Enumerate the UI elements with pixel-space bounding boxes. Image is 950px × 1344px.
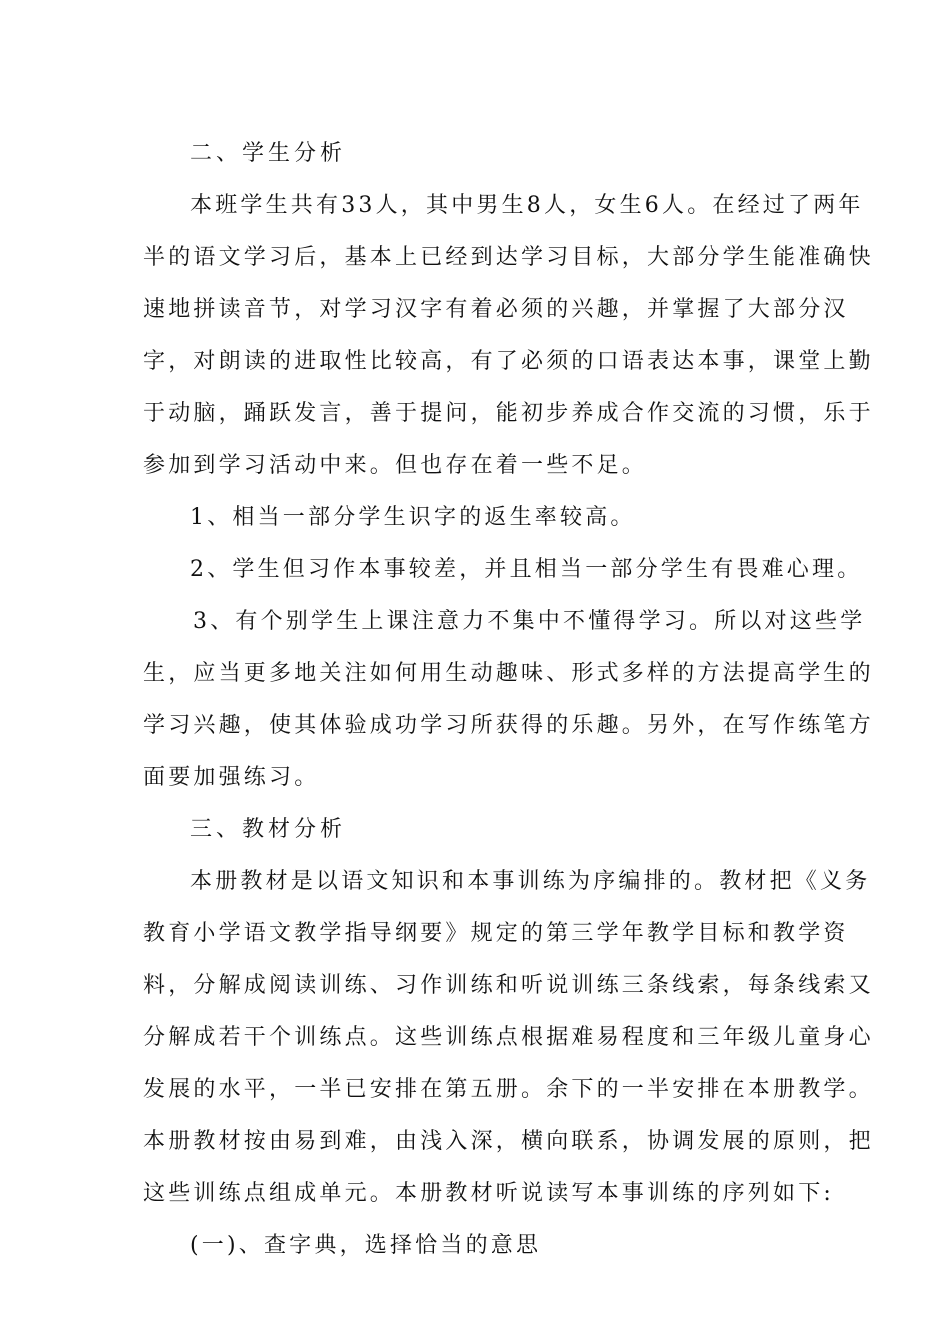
paragraph-line: 分解成若干个训练点。这些训练点根据难易程度和三年级儿童身心 xyxy=(143,1025,874,1050)
paragraph-line: 教育小学语文教学指导纲要》规定的第三学年教学目标和教学资 xyxy=(143,921,849,946)
paragraph-line: 半的语文学习后，基本上已经到达学习目标，大部分学生能准确快 xyxy=(143,245,874,270)
paragraph-line: 发展的水平，一半已安排在第五册。余下的一半安排在本册教学。 xyxy=(143,1077,874,1102)
paragraph-line: 本册教材是以语文知识和本事训练为序编排的。教材把《义务 xyxy=(190,869,871,894)
subsection-heading: (一)、查字典，选择恰当的意思 xyxy=(190,1233,542,1258)
list-item: 3、有个别学生上课注意力不集中不懂得学习。所以对这些学 xyxy=(193,609,866,634)
document-body xyxy=(143,128,874,1272)
paragraph-line: 这些训练点组成单元。本册教材听说读写本事训练的序列如下: xyxy=(143,1181,835,1206)
paragraph-line: 本册教材按由易到难，由浅入深，横向联系，协调发展的原则，把 xyxy=(143,1129,874,1154)
paragraph-line: 于动脑，踊跃发言，善于提问，能初步养成合作交流的习惯，乐于 xyxy=(143,401,874,426)
section-heading-textbook-analysis: 三、教材分析 xyxy=(190,817,347,842)
section-heading-student-analysis: 二、学生分析 xyxy=(190,141,347,166)
list-item: 2、学生但习作本事较差，并且相当一部分学生有畏难心理。 xyxy=(190,557,863,582)
paragraph-line: 生，应当更多地关注如何用生动趣味、形式多样的方法提高学生的 xyxy=(143,661,874,686)
paragraph-line: 字，对朗读的进取性比较高，有了必须的口语表达本事，课堂上勤 xyxy=(143,349,874,374)
paragraph-line: 参加到学习活动中来。但也存在着一些不足。 xyxy=(143,453,648,478)
list-item: 1、相当一部分学生识字的返生率较高。 xyxy=(190,505,636,530)
paragraph-line: 面要加强练习。 xyxy=(143,765,320,790)
paragraph-line: 速地拼读音节，对学习汉字有着必须的兴趣，并掌握了大部分汉 xyxy=(143,297,849,322)
paragraph-line: 本班学生共有33人，其中男生8人，女生6人。在经过了两年 xyxy=(190,193,864,218)
paragraph-line: 料，分解成阅读训练、习作训练和听说训练三条线索，每条线索又 xyxy=(143,973,874,998)
paragraph-line: 学习兴趣，使其体验成功学习所获得的乐趣。另外，在写作练笔方 xyxy=(143,713,874,738)
